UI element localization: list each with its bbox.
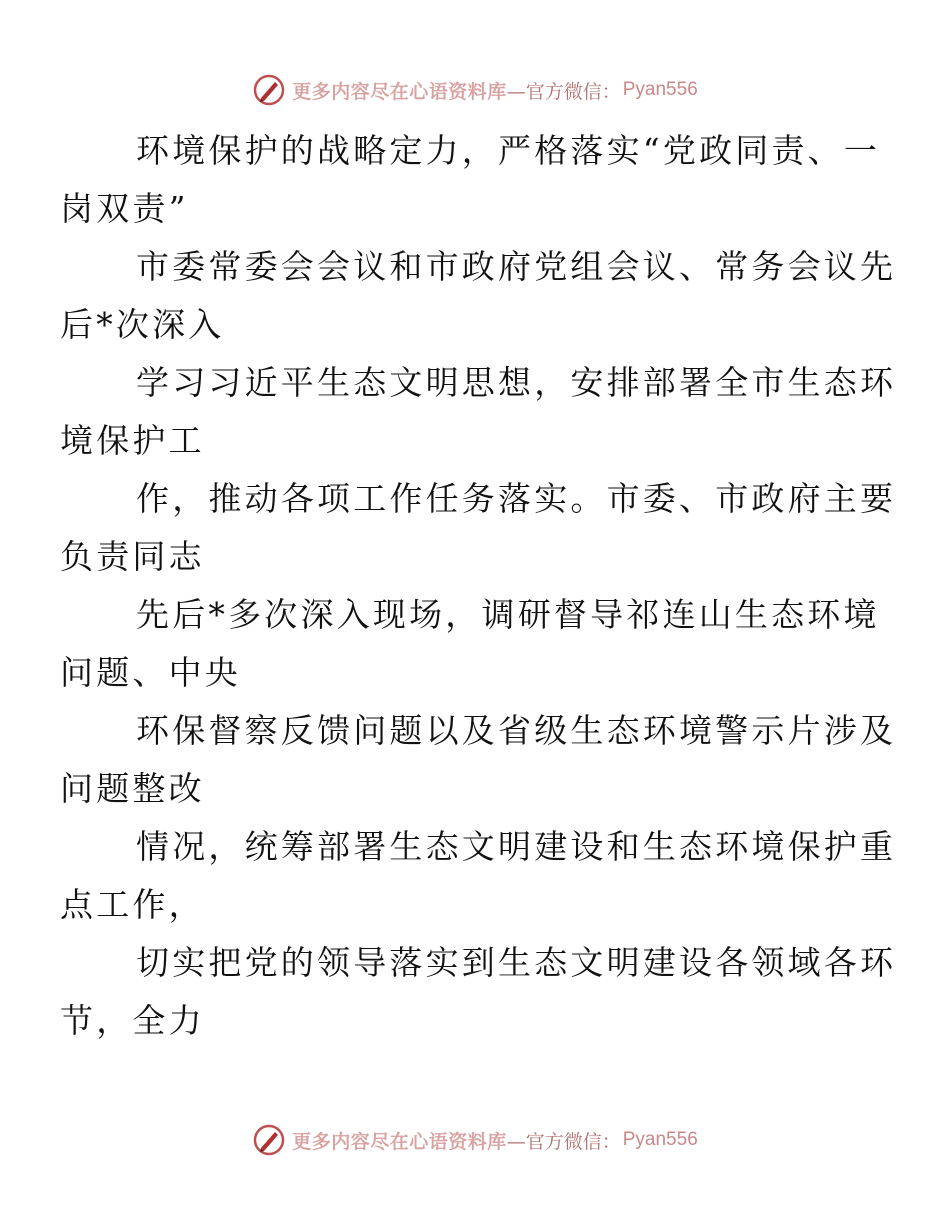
header-banner-sub-text: —官方微信： — [506, 80, 621, 103]
paragraph-line: 先后*多次深入现场，调研督导祁连山生态环境 — [136, 595, 880, 634]
paragraph-line: 问题整改 — [60, 769, 205, 808]
footer-banner-id-text: Pyan556 — [622, 1129, 698, 1150]
paragraph-line: 境保护工 — [60, 421, 205, 460]
paragraph-line: 问题、中央 — [60, 653, 241, 692]
document-body — [60, 122, 897, 1050]
paragraph-line: 情况，统筹部署生态文明建设和生态环境保护重 — [136, 827, 897, 866]
paragraph — [60, 122, 881, 238]
paragraph — [60, 934, 897, 1050]
header-banner-id-text: Pyan556 — [622, 79, 698, 100]
footer-banner — [0, 1120, 950, 1160]
paragraph — [60, 702, 897, 818]
paragraph — [60, 818, 897, 934]
paragraph-line: 环保督察反馈问题以及省级生态环境警示片涉及 — [136, 711, 897, 750]
pen-circle-logo-icon — [252, 73, 286, 107]
footer-banner-sub-text: —官方微信： — [506, 1130, 621, 1153]
paragraph-line: 学习习近平生态文明思想，安排部署全市生态环 — [136, 363, 897, 402]
paragraph-line: 负责同志 — [60, 537, 205, 576]
paragraph-line: 作，推动各项工作任务落实。市委、市政府主要 — [136, 479, 897, 518]
pen-circle-logo-icon — [252, 1123, 286, 1157]
paragraph-line: 环境保护的战略定力，严格落实“党政同责、一 — [136, 131, 881, 170]
header-banner-main-text: 更多内容尽在心语资料库 — [292, 80, 507, 103]
paragraph — [60, 354, 897, 470]
footer-banner-main-text: 更多内容尽在心语资料库 — [292, 1130, 507, 1153]
paragraph — [60, 470, 897, 586]
paragraph — [60, 238, 897, 354]
paragraph-line: 后*次深入 — [60, 305, 225, 344]
paragraph — [60, 586, 880, 702]
paragraph-line: 切实把党的领导落实到生态文明建设各领域各环 — [136, 943, 897, 982]
paragraph-line: 岗双责” — [60, 189, 189, 228]
paragraph-line: 节，全力 — [60, 1001, 205, 1040]
paragraph-line: 点工作， — [60, 885, 205, 924]
header-banner — [0, 70, 950, 110]
paragraph-line: 市委常委会会议和市政府党组会议、常务会议先 — [136, 247, 897, 286]
